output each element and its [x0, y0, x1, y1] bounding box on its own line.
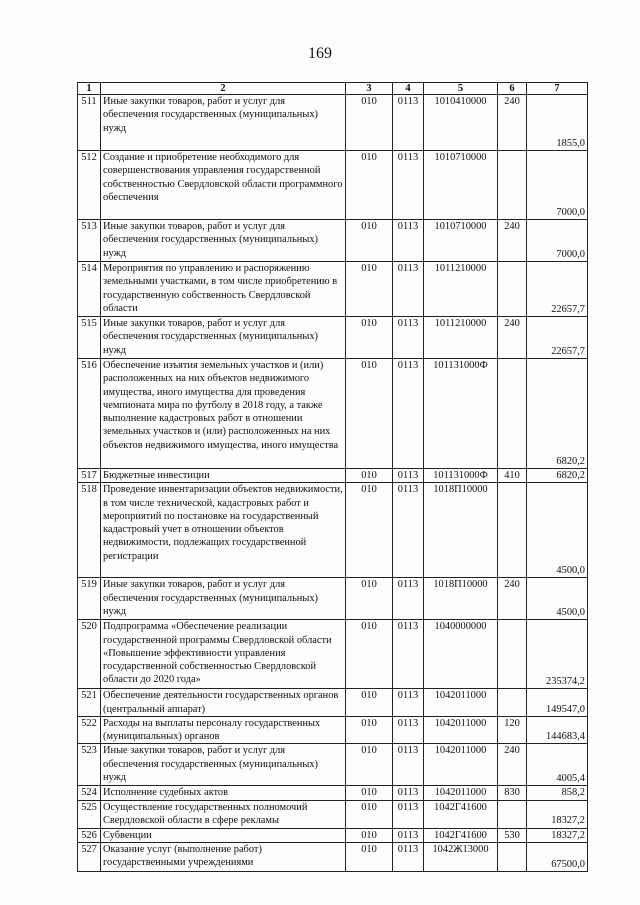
row-name-cell: Проведение инвентаризации объектов недвижимости, в том числе технической, кадастровых работ и мероприятий по постановке на государственный кадастровый учет в отношении объектов недвижимости, подлежащих государственной регистрации [101, 483, 346, 578]
row-code-admin-cell: 010 [346, 220, 393, 262]
row-code-admin-cell: 010 [346, 483, 393, 578]
row-code-type-cell: 240 [498, 744, 527, 786]
row-name-cell: Обеспечение деятельности государственных органов (центральный аппарат) [101, 689, 346, 717]
row-code-type-cell: 240 [498, 578, 527, 620]
header-col-2: 2 [101, 83, 346, 95]
row-code-target-cell: 1042Ж13000 [424, 843, 498, 872]
row-code-admin-cell: 010 [346, 578, 393, 620]
row-code-type-cell [498, 620, 527, 689]
row-code-section-cell: 0113 [393, 786, 424, 800]
row-code-type-cell [498, 359, 527, 469]
row-number-cell: 525 [78, 800, 101, 828]
table-row [78, 689, 588, 717]
table-row [78, 828, 588, 842]
row-code-target-cell: 1040000000 [424, 620, 498, 689]
row-amount-cell: 7000,0 [527, 220, 588, 262]
row-number-cell: 512 [78, 151, 101, 220]
row-name-cell: Осуществление государственных полномочий Свердловской области в сфере рекламы [101, 800, 346, 828]
header-col-5: 5 [424, 83, 498, 95]
table-row [78, 262, 588, 317]
row-code-section-cell: 0113 [393, 262, 424, 317]
row-code-section-cell: 0113 [393, 469, 424, 483]
header-col-3: 3 [346, 83, 393, 95]
row-code-target-cell: 1011210000 [424, 317, 498, 359]
row-code-target-cell: 1042011000 [424, 689, 498, 717]
row-code-admin-cell: 010 [346, 716, 393, 744]
table-row [78, 800, 588, 828]
row-code-target-cell: 1018П10000 [424, 483, 498, 578]
row-code-type-cell: 830 [498, 786, 527, 800]
row-name-cell: Подпрограмма «Обеспечение реализации государственной программы Свердловской области «Повышение эффективности управления государственной собственностью Свердловской области до 2020 года» [101, 620, 346, 689]
row-code-section-cell: 0113 [393, 483, 424, 578]
row-amount-cell: 4500,0 [527, 578, 588, 620]
row-code-admin-cell: 010 [346, 828, 393, 842]
row-code-target-cell: 1042011000 [424, 716, 498, 744]
row-name-cell: Мероприятия по управлению и распоряжению земельными участками, в том числе приобретению в государственную собственность Свердловской области [101, 262, 346, 317]
row-amount-cell: 22657,7 [527, 262, 588, 317]
row-number-cell: 513 [78, 220, 101, 262]
row-code-section-cell: 0113 [393, 220, 424, 262]
row-number-cell: 515 [78, 317, 101, 359]
row-code-target-cell: 101131000Ф [424, 359, 498, 469]
header-col-4: 4 [393, 83, 424, 95]
row-code-admin-cell: 010 [346, 744, 393, 786]
row-amount-cell: 6820,2 [527, 469, 588, 483]
row-code-admin-cell: 010 [346, 95, 393, 151]
row-code-type-cell [498, 689, 527, 717]
row-code-type-cell [498, 151, 527, 220]
row-name-cell: Иные закупки товаров, работ и услуг для обеспечения государственных (муниципальных) нужд [101, 317, 346, 359]
row-number-cell: 527 [78, 843, 101, 872]
row-code-target-cell: 1042011000 [424, 786, 498, 800]
header-row [78, 83, 588, 95]
row-amount-cell: 4005,4 [527, 744, 588, 786]
row-code-target-cell: 1042Г41600 [424, 800, 498, 828]
row-code-target-cell: 1010410000 [424, 95, 498, 151]
row-amount-cell: 1855,0 [527, 95, 588, 151]
row-code-admin-cell: 010 [346, 786, 393, 800]
row-amount-cell: 235374,2 [527, 620, 588, 689]
table-row [78, 620, 588, 689]
header-col-6: 6 [498, 83, 527, 95]
row-code-section-cell: 0113 [393, 744, 424, 786]
table-row [78, 317, 588, 359]
row-code-admin-cell: 010 [346, 469, 393, 483]
row-code-section-cell: 0113 [393, 95, 424, 151]
row-number-cell: 526 [78, 828, 101, 842]
row-name-cell: Создание и приобретение необходимого для совершенствования управления государственной собственностью Свердловской области программного обеспечения [101, 151, 346, 220]
row-code-admin-cell: 010 [346, 262, 393, 317]
row-amount-cell: 67500,0 [527, 843, 588, 872]
table-row [78, 483, 588, 578]
row-code-type-cell [498, 483, 527, 578]
row-name-cell: Бюджетные инвестиции [101, 469, 346, 483]
row-name-cell: Оказание услуг (выполнение работ) государственными учреждениями [101, 843, 346, 872]
row-name-cell: Обеспечение изъятия земельных участков и (или) расположенных на них объектов недвижимого имущества, иного имущества для проведения чемпионата мира по футболу в 2018 году, а также выполнение кадастровых работ в отношении земельных участков и (или) расположенных на них объектов недвижимого имущества, иного имущества [101, 359, 346, 469]
row-amount-cell: 149547,0 [527, 689, 588, 717]
table-row [78, 744, 588, 786]
row-code-type-cell: 120 [498, 716, 527, 744]
row-code-type-cell: 240 [498, 317, 527, 359]
table-row [78, 95, 588, 151]
row-code-section-cell: 0113 [393, 151, 424, 220]
row-code-type-cell: 240 [498, 95, 527, 151]
table-row [78, 716, 588, 744]
row-code-target-cell: 1018П10000 [424, 578, 498, 620]
header-col-1: 1 [78, 83, 101, 95]
row-code-admin-cell: 010 [346, 359, 393, 469]
row-code-target-cell: 1042011000 [424, 744, 498, 786]
table-row [78, 843, 588, 872]
row-number-cell: 516 [78, 359, 101, 469]
row-code-section-cell: 0113 [393, 800, 424, 828]
row-code-type-cell: 410 [498, 469, 527, 483]
page-number: 169 [308, 45, 332, 62]
row-code-target-cell: 1011210000 [424, 262, 498, 317]
row-number-cell: 523 [78, 744, 101, 786]
row-amount-cell: 18327,2 [527, 828, 588, 842]
row-code-admin-cell: 010 [346, 151, 393, 220]
row-code-target-cell: 101131000Ф [424, 469, 498, 483]
row-code-target-cell: 1042Г41600 [424, 828, 498, 842]
row-number-cell: 522 [78, 716, 101, 744]
row-number-cell: 517 [78, 469, 101, 483]
table-row [78, 220, 588, 262]
row-code-type-cell [498, 262, 527, 317]
row-code-section-cell: 0113 [393, 689, 424, 717]
row-code-section-cell: 0113 [393, 828, 424, 842]
row-code-section-cell: 0113 [393, 317, 424, 359]
row-code-section-cell: 0113 [393, 578, 424, 620]
row-name-cell: Иные закупки товаров, работ и услуг для обеспечения государственных (муниципальных) нужд [101, 220, 346, 262]
row-name-cell: Иные закупки товаров, работ и услуг для обеспечения государственных (муниципальных) нужд [101, 578, 346, 620]
row-amount-cell: 22657,7 [527, 317, 588, 359]
row-amount-cell: 144683,4 [527, 716, 588, 744]
row-code-section-cell: 0113 [393, 716, 424, 744]
row-code-section-cell: 0113 [393, 843, 424, 872]
row-code-target-cell: 1010710000 [424, 151, 498, 220]
row-code-type-cell: 530 [498, 828, 527, 842]
row-code-admin-cell: 010 [346, 689, 393, 717]
row-code-section-cell: 0113 [393, 620, 424, 689]
table-row [78, 151, 588, 220]
table-body [78, 95, 588, 872]
header-col-7: 7 [527, 83, 588, 95]
table-row [78, 359, 588, 469]
row-number-cell: 521 [78, 689, 101, 717]
row-code-admin-cell: 010 [346, 620, 393, 689]
row-amount-cell: 7000,0 [527, 151, 588, 220]
row-amount-cell: 18327,2 [527, 800, 588, 828]
row-number-cell: 514 [78, 262, 101, 317]
row-code-admin-cell: 010 [346, 317, 393, 359]
table-row [78, 786, 588, 800]
budget-table [77, 82, 588, 872]
row-name-cell: Расходы на выплаты персоналу государственных (муниципальных) органов [101, 716, 346, 744]
row-number-cell: 520 [78, 620, 101, 689]
row-code-admin-cell: 010 [346, 843, 393, 872]
row-code-type-cell: 240 [498, 220, 527, 262]
table-row [78, 469, 588, 483]
row-code-type-cell [498, 843, 527, 872]
row-amount-cell: 4500,0 [527, 483, 588, 578]
row-number-cell: 524 [78, 786, 101, 800]
row-name-cell: Иные закупки товаров, работ и услуг для обеспечения государственных (муниципальных) нужд [101, 744, 346, 786]
row-code-admin-cell: 010 [346, 800, 393, 828]
row-code-type-cell [498, 800, 527, 828]
row-amount-cell: 6820,2 [527, 359, 588, 469]
row-name-cell: Субвенции [101, 828, 346, 842]
row-number-cell: 511 [78, 95, 101, 151]
row-code-target-cell: 1010710000 [424, 220, 498, 262]
row-code-section-cell: 0113 [393, 359, 424, 469]
row-amount-cell: 858,2 [527, 786, 588, 800]
table-row [78, 578, 588, 620]
row-number-cell: 518 [78, 483, 101, 578]
row-number-cell: 519 [78, 578, 101, 620]
row-name-cell: Исполнение судебных актов [101, 786, 346, 800]
row-name-cell: Иные закупки товаров, работ и услуг для обеспечения государственных (муниципальных) нужд [101, 95, 346, 151]
